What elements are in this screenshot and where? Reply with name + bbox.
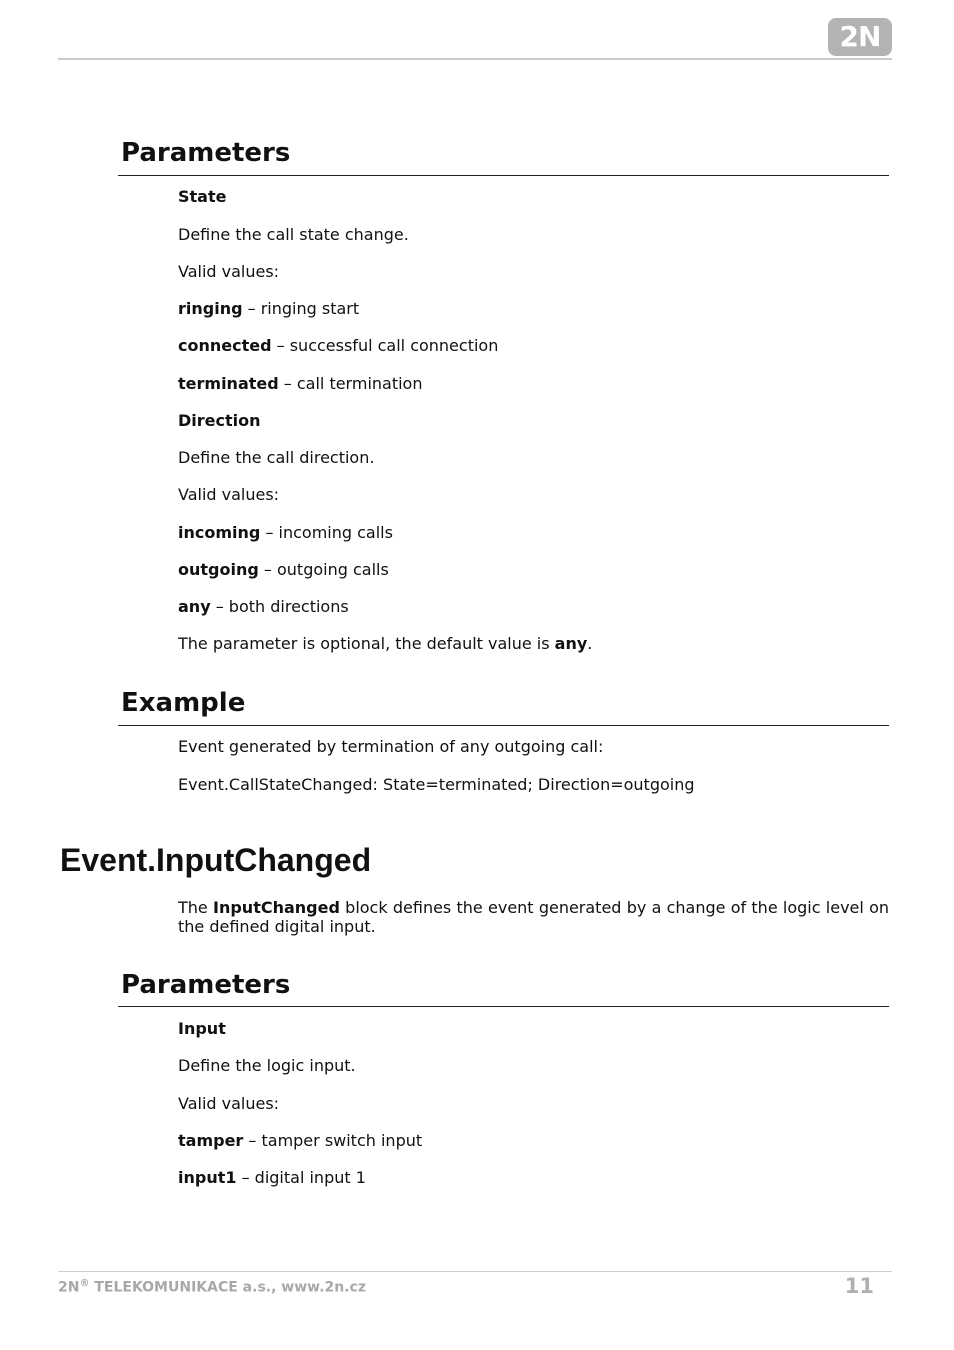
value-item: outgoing – outgoing calls bbox=[178, 560, 389, 579]
brand-logo bbox=[828, 18, 892, 56]
example-code: Event.CallStateChanged: State=terminated; Direction=outgoing bbox=[178, 775, 695, 794]
param-description: Define the logic input. bbox=[178, 1056, 356, 1075]
section-heading-parameters: Parameters bbox=[121, 970, 291, 1000]
example-text: Event generated by termination of any outgoing call: bbox=[178, 737, 604, 756]
intro-paragraph: The InputChanged block defines the event generated by a change of the logic level on the defined digital input. bbox=[178, 898, 889, 936]
section-divider bbox=[118, 725, 889, 726]
logo-text: 2N bbox=[839, 20, 881, 53]
valid-values-label: Valid values: bbox=[178, 1094, 280, 1113]
value-item: terminated – call termination bbox=[178, 374, 423, 393]
param-description: Define the call state change. bbox=[178, 225, 409, 244]
param-label-state: State bbox=[178, 187, 227, 206]
header-divider bbox=[58, 58, 892, 60]
param-label-input: Input bbox=[178, 1019, 226, 1038]
valid-values-label: Valid values: bbox=[178, 485, 280, 504]
section-divider bbox=[118, 175, 889, 176]
page-title: Event.InputChanged bbox=[60, 842, 372, 878]
page-number: 11 bbox=[844, 1274, 874, 1298]
section-heading-example: Example bbox=[121, 688, 246, 718]
section-divider bbox=[118, 1006, 889, 1007]
valid-values-label: Valid values: bbox=[178, 262, 280, 281]
value-item: incoming – incoming calls bbox=[178, 523, 393, 542]
value-item: tamper – tamper switch input bbox=[178, 1131, 423, 1150]
optional-note: The parameter is optional, the default value is any. bbox=[178, 634, 593, 653]
param-description: Define the call direction. bbox=[178, 448, 375, 467]
value-item: any – both directions bbox=[178, 597, 349, 616]
footer-divider bbox=[58, 1271, 892, 1272]
value-item: connected – successful call connection bbox=[178, 336, 499, 355]
param-label-direction: Direction bbox=[178, 411, 261, 430]
value-item: input1 – digital input 1 bbox=[178, 1168, 366, 1187]
section-heading-parameters: Parameters bbox=[121, 138, 291, 168]
footer-company: 2N® TELEKOMUNIKACE a.s., www.2n.cz bbox=[58, 1278, 366, 1296]
value-item: ringing – ringing start bbox=[178, 299, 360, 318]
